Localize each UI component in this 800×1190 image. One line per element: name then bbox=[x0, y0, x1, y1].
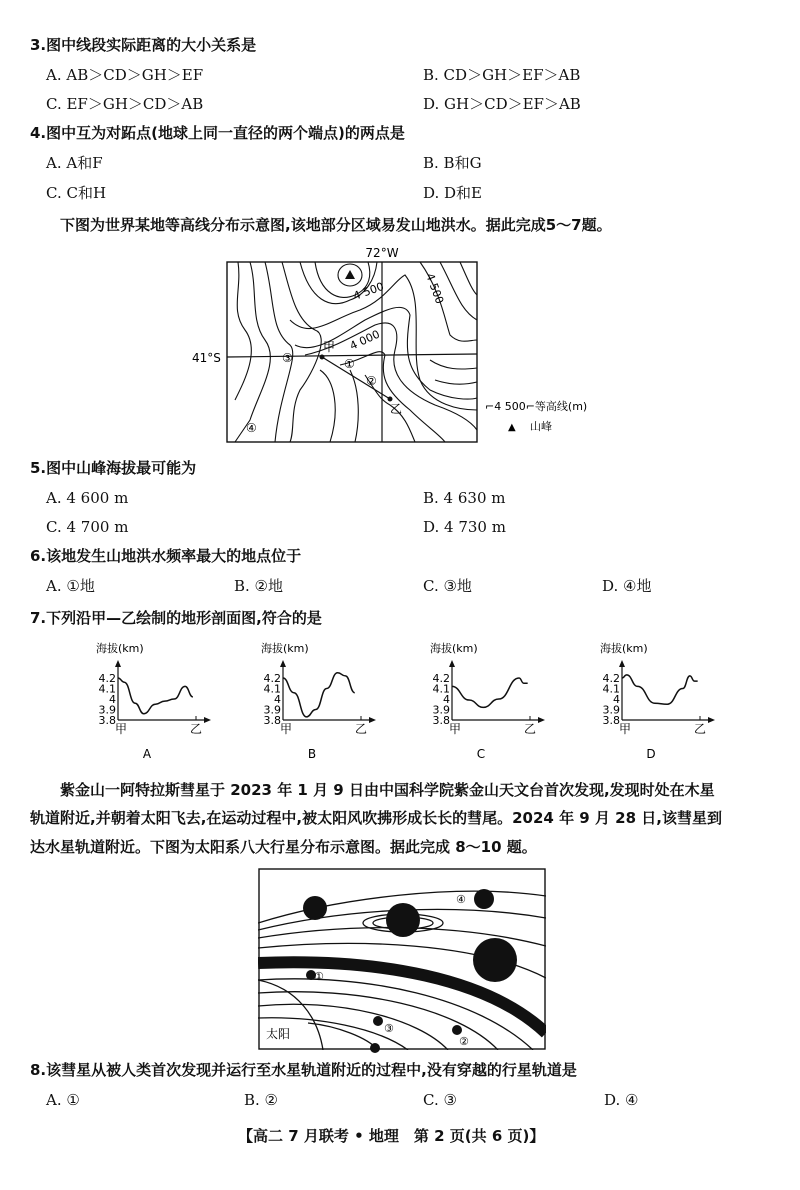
solar-system-diagram bbox=[258, 868, 546, 1050]
y-tick-label: 3.9 bbox=[98, 703, 116, 717]
y-axis-label: 海拔(km) bbox=[96, 642, 144, 655]
y-tick-label: 4.2 bbox=[263, 672, 281, 685]
y-tick-label: 3.8 bbox=[602, 714, 620, 727]
y-axis-arrow bbox=[619, 660, 625, 667]
q5-option-a: A. 4 600 m bbox=[46, 489, 129, 507]
profile-chart-d bbox=[562, 640, 707, 765]
profile-line bbox=[118, 678, 193, 714]
profile-line bbox=[283, 673, 355, 717]
contour-label-4000: 4 000 bbox=[347, 327, 382, 353]
q4-option-a: A. A和F bbox=[46, 154, 103, 172]
y-axis-label: 海拔(km) bbox=[261, 642, 309, 655]
intro-comet-line1: 紫金山一阿特拉斯彗星于 2023 年 1 月 9 日由中国科学院紫金山天文台首次发现,发现时处在木星 bbox=[60, 781, 715, 799]
chart-option-label: B bbox=[307, 747, 317, 761]
profile-chart-c bbox=[392, 640, 537, 765]
q4-option-b: B. B和G bbox=[423, 154, 482, 172]
y-axis-label: 海拔(km) bbox=[430, 642, 478, 655]
y-tick-label: 3.9 bbox=[602, 703, 620, 717]
y-tick-label: 4.1 bbox=[602, 682, 620, 696]
y-tick-label: 4 bbox=[443, 693, 450, 706]
x-label-end: 乙 bbox=[190, 722, 203, 736]
y-tick-label: 4 bbox=[109, 693, 116, 706]
intro-contour: 下图为世界某地等高线分布示意图,该地部分区域易发山地洪水。据此完成5～7题。 bbox=[60, 216, 612, 234]
y-tick-label: 3.8 bbox=[98, 714, 116, 727]
planet-mark-4: ④ bbox=[456, 893, 466, 906]
x-axis-arrow bbox=[204, 717, 211, 723]
planet-mark-3: ③ bbox=[384, 1022, 394, 1035]
y-tick-label: 4 bbox=[613, 693, 620, 706]
q3-option-b: B. CD＞GH＞EF＞AB bbox=[423, 66, 581, 84]
q7-stem: 7.下列沿甲—乙绘制的地形剖面图,符合的是 bbox=[30, 609, 322, 627]
y-tick-label: 4.1 bbox=[263, 682, 281, 696]
chart-option-label: A bbox=[142, 747, 152, 761]
x-label-end: 乙 bbox=[694, 722, 707, 736]
site-4: ④ bbox=[246, 421, 257, 435]
y-tick-label: 4.1 bbox=[432, 682, 450, 696]
y-tick-label: 4 bbox=[274, 693, 281, 706]
legend-contour: ⌐4 500⌐等高线(m) bbox=[485, 400, 588, 413]
intro-comet-line3: 达水星轨道附近。下图为太阳系八大行星分布示意图。据此完成 8～10 题。 bbox=[30, 838, 537, 856]
q3-option-a: A. AB＞CD＞GH＞EF bbox=[46, 66, 204, 84]
x-label-start: 甲 bbox=[619, 722, 632, 736]
q8-option-a: A. ① bbox=[46, 1091, 80, 1109]
q6-option-d: D. ④地 bbox=[602, 577, 652, 595]
site-1: ① bbox=[344, 357, 355, 371]
q3-stem: 3.图中线段实际距离的大小关系是 bbox=[30, 36, 257, 54]
chart-option-label: D bbox=[646, 747, 656, 761]
q8-option-b: B. ② bbox=[244, 1091, 279, 1109]
q8-option-c: C. ③ bbox=[423, 1091, 457, 1109]
x-axis-arrow bbox=[708, 717, 715, 723]
y-tick-label: 4.1 bbox=[98, 682, 116, 696]
contour-label-4500-east: 4 500 bbox=[423, 271, 447, 306]
y-axis-label: 海拔(km) bbox=[600, 642, 648, 655]
site-3: ③ bbox=[282, 351, 293, 365]
x-label-end: 乙 bbox=[524, 722, 537, 736]
q5-option-d: D. 4 730 m bbox=[423, 518, 506, 536]
profile-chart-b bbox=[223, 640, 368, 765]
legend-peak: 山峰 bbox=[530, 420, 552, 433]
legend-peak-icon: ▲ bbox=[508, 422, 516, 433]
y-axis-arrow bbox=[280, 660, 286, 667]
profile-line bbox=[622, 675, 698, 704]
longitude-label: 72°W bbox=[365, 246, 399, 260]
y-axis-arrow bbox=[115, 660, 121, 667]
y-tick-label: 3.8 bbox=[432, 714, 450, 727]
q8-option-d: D. ④ bbox=[604, 1091, 639, 1109]
y-tick-label: 3.9 bbox=[263, 703, 281, 717]
y-tick-label: 3.8 bbox=[263, 714, 281, 727]
q6-option-c: C. ③地 bbox=[423, 577, 472, 595]
contour-map-figure bbox=[190, 240, 588, 450]
x-label-start: 甲 bbox=[449, 722, 462, 736]
point-jia: 甲 bbox=[323, 340, 336, 354]
q3-option-d: D. GH＞CD＞EF＞AB bbox=[423, 95, 581, 113]
latitude-label: 41°S bbox=[192, 351, 221, 365]
y-axis-arrow bbox=[449, 660, 455, 667]
q5-stem: 5.图中山峰海拔最可能为 bbox=[30, 459, 197, 477]
contour-map bbox=[190, 240, 588, 450]
intro-comet-line2: 轨道附近,并朝着太阳飞去,在运动过程中,被太阳风吹拂形成长长的彗尾。2024 年 9 月 28 日,该彗星到 bbox=[30, 809, 722, 827]
q6-option-b: B. ②地 bbox=[234, 577, 284, 595]
q4-option-d: D. D和E bbox=[423, 184, 483, 202]
q4-stem: 4.图中互为对跖点(地球上同一直径的两个端点)的两点是 bbox=[30, 124, 405, 142]
site-2: ② bbox=[366, 374, 377, 388]
x-label-start: 甲 bbox=[280, 722, 293, 736]
q8-stem: 8.该彗星从被人类首次发现并运行至水星轨道附近的过程中,没有穿越的行星轨道是 bbox=[30, 1061, 577, 1079]
y-tick-label: 4.2 bbox=[432, 672, 450, 685]
point-yi: 乙 bbox=[390, 402, 403, 416]
q5-option-b: B. 4 630 m bbox=[423, 489, 506, 507]
y-tick-label: 4.2 bbox=[98, 672, 116, 685]
y-tick-label: 4.2 bbox=[602, 672, 620, 685]
x-axis-arrow bbox=[538, 717, 545, 723]
profile-chart-a bbox=[58, 640, 203, 765]
q6-stem: 6.该地发生山地洪水频率最大的地点位于 bbox=[30, 547, 302, 565]
chart-option-label: C bbox=[476, 747, 486, 761]
q5-option-c: C. 4 700 m bbox=[46, 518, 129, 536]
q3-option-c: C. EF＞GH＞CD＞AB bbox=[46, 95, 204, 113]
q6-option-a: A. ①地 bbox=[46, 577, 95, 595]
peak-icon bbox=[345, 270, 355, 279]
x-label-end: 乙 bbox=[355, 722, 368, 736]
x-label-start: 甲 bbox=[115, 722, 128, 736]
contour-label-4500: 4 500 bbox=[351, 279, 386, 303]
page-footer: 【高二 7 月联考 • 地理 第 2 页(共 6 页)】 bbox=[238, 1127, 545, 1145]
sun-label: 太阳 bbox=[266, 1027, 291, 1041]
profile-line bbox=[452, 678, 528, 707]
x-axis-arrow bbox=[369, 717, 376, 723]
y-tick-label: 3.9 bbox=[432, 703, 450, 717]
q4-option-c: C. C和H bbox=[46, 184, 107, 202]
planet-mark-2: ② bbox=[459, 1035, 469, 1048]
planet-mark-1: ① bbox=[314, 970, 324, 983]
